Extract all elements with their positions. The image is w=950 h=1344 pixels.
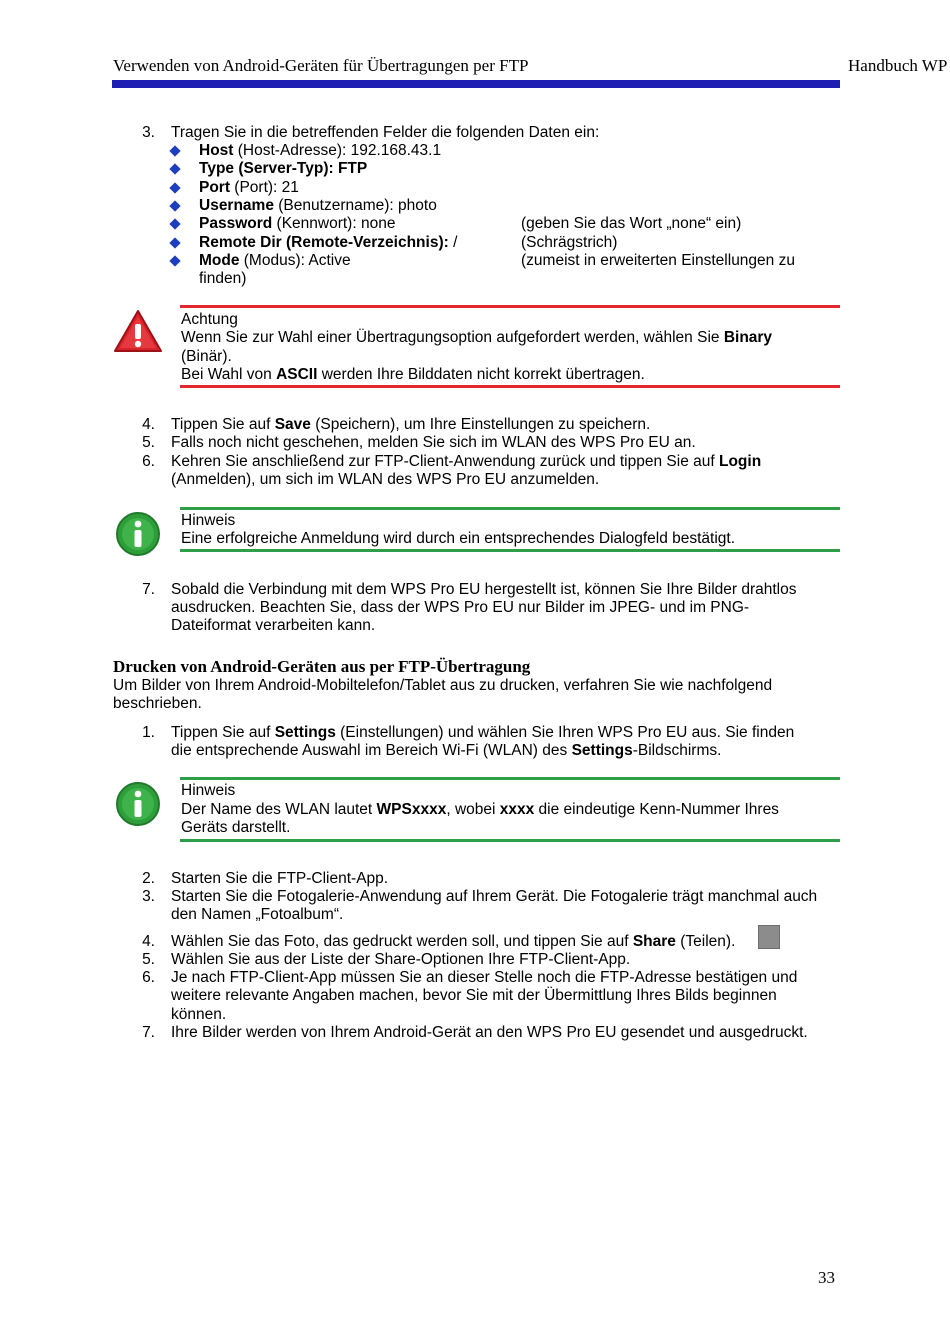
step-emphasis: Settings — [571, 742, 633, 759]
callout-rule-top — [180, 507, 840, 510]
callout-text: Geräts darstellt. — [181, 819, 291, 836]
step-text: Kehren Sie anschließend zur FTP-Client-Anwendung zurück und tippen Sie auf — [171, 453, 719, 470]
callout-emphasis: WPSxxxx — [376, 801, 447, 818]
field-name: Port — [199, 179, 230, 196]
callout-text: werden Ihre Bilddaten nicht korrekt übertragen. — [317, 366, 645, 383]
list-number: 5. — [142, 434, 155, 451]
field-name: Username — [199, 197, 274, 214]
step-text: Tragen Sie in die betreffenden Felder die folgenden Daten ein: — [171, 124, 600, 141]
list-number: 3. — [142, 124, 155, 141]
page-number: 33 — [818, 1268, 835, 1287]
step-text: weitere relevante Angaben machen, bevor Sie mit der Übermittlung Ihres Bilds beginnen — [171, 987, 777, 1004]
step-text: Tippen Sie auf — [171, 724, 275, 741]
list-number: 4. — [142, 933, 155, 950]
section-heading: Drucken von Android-Geräten aus per FTP-Übertragung — [113, 657, 531, 676]
step-text: (Anmelden), um sich im WLAN des WPS Pro EU anzumelden. — [171, 471, 600, 488]
callout-text: Wenn Sie zur Wahl einer Übertragungsoption aufgefordert werden, wählen Sie — [181, 329, 724, 346]
callout-text: , wobei — [446, 801, 500, 818]
step-text: Tippen Sie auf — [171, 416, 275, 433]
info-circle-icon — [115, 511, 161, 557]
header-rule — [112, 80, 840, 88]
list-number: 3. — [142, 888, 155, 905]
step-text: Je nach FTP-Client-App müssen Sie an dieser Stelle noch die FTP-Adresse bestätigen und — [171, 969, 798, 986]
section-intro: Um Bilder von Ihrem Android-Mobiltelefon/Tablet aus zu drucken, verfahren Sie wie nachfolgend — [113, 677, 773, 694]
step-text: Wählen Sie das Foto, das gedruckt werden soll, und tippen Sie auf — [171, 933, 633, 950]
step-emphasis: Save — [274, 416, 311, 433]
callout-title: Hinweis — [181, 782, 236, 799]
callout-title: Achtung — [181, 311, 238, 328]
step-text: (Teilen). — [675, 933, 736, 950]
field-name: Mode — [199, 252, 240, 269]
running-header-manual: Handbuch WP — [848, 56, 948, 75]
diamond-bullet-icon — [169, 255, 180, 266]
list-number: 1. — [142, 724, 155, 741]
field-note: (Schrägstrich) — [521, 234, 618, 251]
step-text: Sobald die Verbindung mit dem WPS Pro EU hergestellt ist, können Sie Ihre Bilder drahtlos — [171, 581, 797, 598]
field-value: (Kennwort): none — [272, 215, 396, 232]
step-text: Dateiformat verarbeiten kann. — [171, 617, 376, 634]
running-header-title: Verwenden von Android-Geräten für Übertragungen per FTP — [113, 56, 529, 75]
callout-emphasis: xxxx — [499, 801, 535, 818]
callout-rule-top — [180, 777, 840, 780]
list-number: 6. — [142, 969, 155, 986]
field-name: Password — [199, 215, 273, 232]
callout-text: Eine erfolgreiche Anmeldung wird durch ein entsprechendes Dialogfeld bestätigt. — [181, 530, 736, 547]
step-text: Wählen Sie aus der Liste der Share-Optionen Ihre FTP-Client-App. — [171, 951, 631, 968]
callout-text: (Binär). — [181, 348, 232, 365]
field-value: / — [448, 234, 458, 251]
callout-emphasis: ASCII — [276, 366, 318, 383]
field-value: (Port): 21 — [230, 179, 299, 196]
callout-rule-top — [180, 305, 840, 308]
field-note: (geben Sie das Wort „none“ ein) — [521, 215, 742, 232]
step-text: Starten Sie die FTP-Client-App. — [171, 870, 389, 887]
step-text: ausdrucken. Beachten Sie, dass der WPS Pro EU nur Bilder im JPEG- und im PNG- — [171, 599, 750, 616]
step-text: Ihre Bilder werden von Ihrem Android-Gerät an den WPS Pro EU gesendet und ausgedruckt. — [171, 1024, 808, 1041]
step-text: -Bildschirms. — [632, 742, 722, 759]
callout-rule-bottom — [180, 839, 840, 842]
diamond-bullet-icon — [169, 163, 180, 174]
diamond-bullet-icon — [169, 237, 180, 248]
step-text: (Speichern), um Ihre Einstellungen zu speichern. — [310, 416, 651, 433]
step-emphasis: Share — [632, 933, 676, 950]
list-number: 7. — [142, 581, 155, 598]
field-name: Type (Server-Typ): FTP — [199, 160, 368, 177]
callout-text: die eindeutige Kenn-Nummer Ihres — [534, 801, 779, 818]
diamond-bullet-icon — [169, 145, 180, 156]
step-emphasis: Settings — [274, 724, 336, 741]
list-number: 4. — [142, 416, 155, 433]
callout-text: Der Name des WLAN lautet — [181, 801, 377, 818]
diamond-bullet-icon — [169, 182, 180, 193]
callout-emphasis: Binary — [723, 329, 773, 346]
callout-title: Hinweis — [181, 512, 236, 529]
step-text: können. — [171, 1006, 227, 1023]
callout-text: Bei Wahl von — [181, 366, 277, 383]
list-number: 6. — [142, 453, 155, 470]
diamond-bullet-icon — [169, 200, 180, 211]
field-name: Remote Dir (Remote-Verzeichnis): — [199, 234, 449, 251]
field-note: (zumeist in erweiterten Einstellungen zu — [521, 252, 795, 269]
list-number: 2. — [142, 870, 155, 887]
step-emphasis: Login — [718, 453, 762, 470]
field-value: (Benutzername): photo — [273, 197, 437, 214]
list-number: 7. — [142, 1024, 155, 1041]
field-value: (Host-Adresse): 192.168.43.1 — [233, 142, 442, 159]
step-text: den Namen „Fotoalbum“. — [171, 906, 344, 923]
field-name: Host — [199, 142, 234, 159]
field-value: (Modus): Active — [239, 252, 351, 269]
section-intro: beschrieben. — [113, 695, 202, 712]
step-text: (Einstellungen) und wählen Sie Ihren WPS Pro EU aus. Sie finden — [335, 724, 795, 741]
warning-triangle-icon — [112, 308, 164, 354]
field-note-continuation: finden) — [199, 270, 247, 287]
info-circle-icon — [115, 781, 161, 827]
step-text: die entsprechende Auswahl im Bereich Wi-Fi (WLAN) des — [171, 742, 572, 759]
callout-rule-bottom — [180, 549, 840, 552]
list-number: 5. — [142, 951, 155, 968]
diamond-bullet-icon — [169, 218, 180, 229]
step-text: Starten Sie die Fotogalerie-Anwendung auf Ihrem Gerät. Die Fotogalerie trägt manchmal auch — [171, 888, 818, 905]
callout-rule-bottom — [180, 385, 840, 388]
step-text: Falls noch nicht geschehen, melden Sie sich im WLAN des WPS Pro EU an. — [171, 434, 696, 451]
share-icon — [758, 925, 780, 949]
